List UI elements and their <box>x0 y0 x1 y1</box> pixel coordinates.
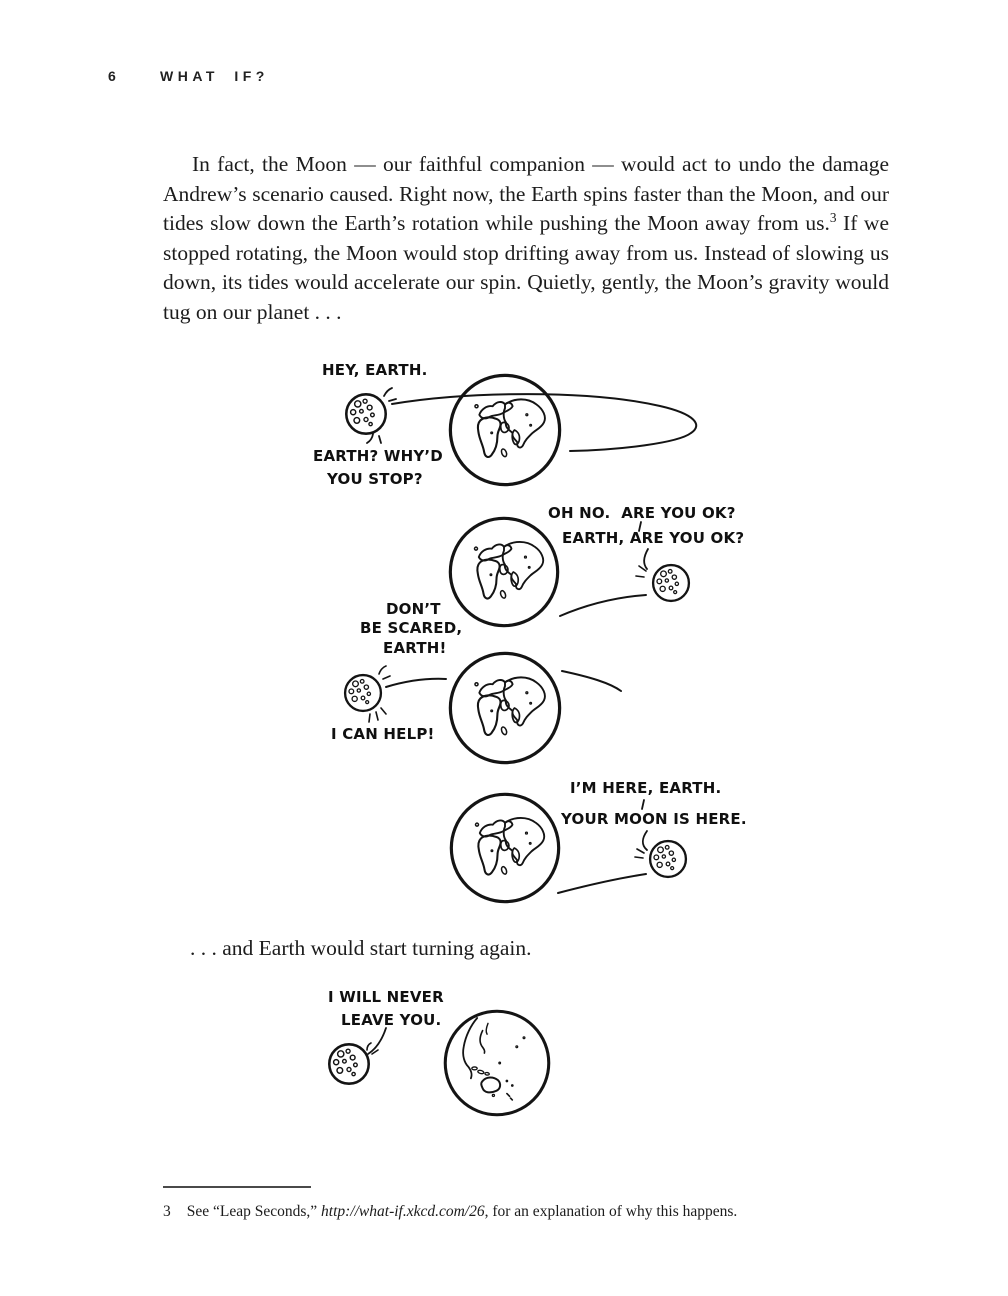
footnote-text-after: , for an explanation of why this happens. <box>484 1203 738 1220</box>
panel5-caption-i-will-never: I WILL NEVER <box>328 988 444 1006</box>
caption-pointer <box>639 522 648 569</box>
moon-speak-marks <box>369 666 390 722</box>
panel4-caption-im-here: I’M HERE, EARTH. <box>570 779 722 797</box>
panel1-caption-hey-earth: HEY, EARTH. <box>322 361 428 379</box>
footnote-url: http://what-if.xkcd.com/26 <box>321 1203 485 1220</box>
running-title: WHAT IF? <box>160 68 269 84</box>
earth-icon <box>450 375 559 484</box>
earth-icon <box>451 794 558 901</box>
comic-panel-4 <box>430 770 760 915</box>
body-paragraph <box>163 150 889 328</box>
panel4-caption-your-moon: YOUR MOON IS HERE. <box>561 810 747 828</box>
panel1-caption-you-stop: YOU STOP? <box>327 470 423 488</box>
comic-panel-3 <box>325 595 705 770</box>
comic-panel-1 <box>300 355 720 505</box>
footnote <box>163 1203 903 1221</box>
moon-icon <box>329 1044 368 1083</box>
footnote-reference: 3 <box>829 210 837 226</box>
panel3-caption-be-scared: BE SCARED, <box>360 619 463 637</box>
moon-icon <box>346 394 385 433</box>
paragraph-text-2: If we stopped rotating, the Moon would stop drifting away from us. Instead of slowing us down, its tides would accelerate our spin. Quietly, gently, the Moon’s gravity would tug on our planet . . . <box>163 211 889 324</box>
panel3-caption-earth: EARTH! <box>383 639 447 657</box>
moon-icon <box>650 841 686 877</box>
comic-panel-5 <box>300 980 650 1130</box>
paragraph-text-1: In fact, the Moon — our faithful companion — would act to undo the damage Andrew’s scenario caused. Right now, the Earth spins faster than the Moon, and our tides slow down the Earth’s rotation while pushing the Moon away from us. <box>163 152 889 236</box>
transition-text: . . . and Earth would start turning again. <box>190 936 532 960</box>
moon-icon <box>345 675 381 711</box>
panel5-caption-leave-you: LEAVE YOU. <box>341 1011 442 1029</box>
moon-speak-marks <box>636 566 646 577</box>
moon-speak-marks <box>367 1043 378 1054</box>
earth-pacific-icon <box>445 1011 549 1115</box>
panel2-caption-oh-no: OH NO. ARE YOU OK? <box>548 504 736 522</box>
page-number: 6 <box>108 68 121 84</box>
footnote-marker: 3 <box>163 1203 171 1220</box>
panel1-caption-whyd: EARTH? WHY’D <box>313 447 443 465</box>
orbit-path <box>558 874 646 893</box>
caption-pointer <box>642 800 647 850</box>
panel2-caption-are-you-ok: EARTH, ARE YOU OK? <box>562 529 745 547</box>
earth-icon <box>450 653 559 762</box>
footnote-text-before: See “Leap Seconds,” <box>186 1203 322 1220</box>
moon-speak-marks <box>635 849 644 858</box>
panel3-caption-dont: DON’T <box>386 600 441 618</box>
panel3-caption-i-can-help: I CAN HELP! <box>331 725 435 743</box>
footnote-rule <box>163 1186 311 1188</box>
